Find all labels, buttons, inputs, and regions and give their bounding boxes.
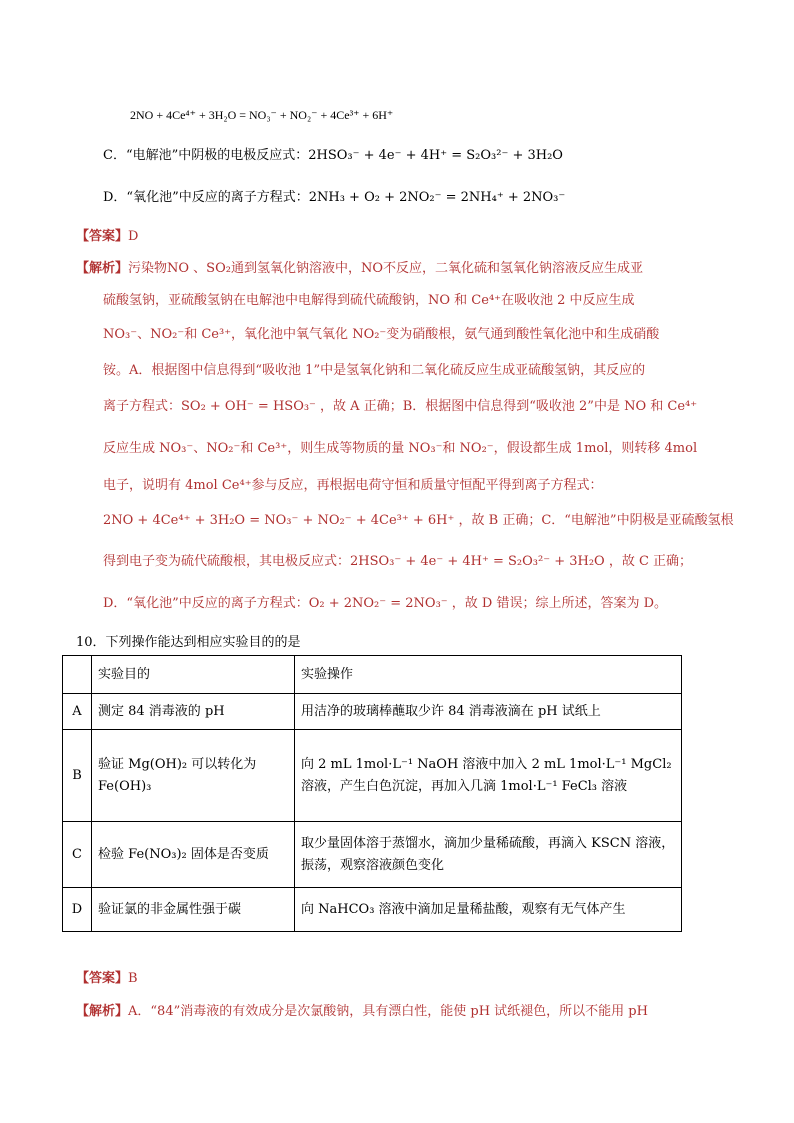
- option-d: D．“氧化池”中反应的离子方程式：2NH₃ + O₂ + 2NO₂⁻ = 2NH₄⁺ + 2NO₃⁻: [103, 190, 566, 205]
- answer-1: [76, 228, 138, 246]
- row-operation: 向 NaHCO₃ 溶液中滴加足量稀盐酸，观察有无气体产生: [295, 888, 682, 932]
- analysis-1-line-1: 硫酸氢钠，亚硫酸氢钠在电解池中电解得到硫代硫酸钠，NO 和 Ce⁴⁺在吸收池 2 中反应生成: [103, 293, 635, 308]
- table-row: [63, 822, 682, 888]
- row-key: C: [63, 822, 92, 888]
- analysis-1-line-8: 得到电子变为硫代硫酸根，其电极反应式：2HSO₃⁻ + 4e⁻ + 4H⁺ = S₂O₃²⁻ + 3H₂O ，故 C 正确；: [103, 554, 693, 569]
- analysis-1-line-3: 铵。A．根据图中信息得到“吸收池 1”中是氢氧化钠和二氧化硫反应生成亚硫酸氢钠，其反应的: [103, 363, 646, 378]
- answer-label: 【答案】: [76, 971, 129, 986]
- question-10-stem: 10．下列操作能达到相应实验目的的是: [76, 635, 301, 650]
- option-c: C．“电解池”中阴极的电极反应式：2HSO₃⁻ + 4e⁻ + 4H⁺ = S₂O₃²⁻ + 3H₂O: [103, 148, 563, 163]
- analysis-1-line-2: NO₃⁻、NO₂⁻和 Ce³⁺，氧化池中氧气氧化 NO₂⁻变为硝酸根，氨气通到酸性氧化池中和生成硝酸: [103, 327, 660, 342]
- row-purpose: 测定 84 消毒液的 pH: [92, 694, 295, 730]
- analysis-label: 【解析】: [76, 261, 129, 276]
- row-key: A: [63, 694, 92, 730]
- table-row: [63, 730, 682, 822]
- table-header-purpose: 实验目的: [92, 656, 295, 694]
- analysis-1-line-4: 离子方程式：SO₂ + OH⁻ = HSO₃⁻ ，故 A 正确；B．根据图中信息得到“吸收池 2”中是 NO 和 Ce⁴⁺: [103, 399, 698, 414]
- row-purpose: 检验 Fe(NO₃)₂ 固体是否变质: [92, 822, 295, 888]
- row-operation: 用洁净的玻璃棒蘸取少许 84 消毒液滴在 pH 试纸上: [295, 694, 682, 730]
- analysis-1-line-6: 电子，说明有 4mol Ce⁴⁺参与反应，再根据电荷守恒和质量守恒配平得到离子方程式：: [103, 478, 603, 493]
- row-operation: 向 2 mL 1mol·L⁻¹ NaOH 溶液中加入 2 mL 1mol·L⁻¹ MgCl₂ 溶液，产生白色沉淀，再加入几滴 1mol·L⁻¹ FeCl₃ 溶液: [295, 730, 682, 822]
- analysis-1-line-7: 2NO + 4Ce⁴⁺ + 3H₂O = NO₃⁻ + NO₂⁻ + 4Ce³⁺ + 6H⁺ ，故 B 正确；C．“电解池”中阴极是亚硫酸氢根: [103, 513, 734, 528]
- answer-label: 【答案】: [76, 229, 129, 244]
- table-row: [63, 888, 682, 932]
- analysis-1-line-9: D．“氧化池”中反应的离子方程式：O₂ + 2NO₂⁻ = 2NO₃⁻ ，故 D 错误；综上所述，答案为 D。: [103, 596, 668, 611]
- table-header-row: [63, 656, 682, 694]
- experiment-table: [62, 655, 682, 932]
- table-header-key: [63, 656, 92, 694]
- table-header-operation: 实验操作: [295, 656, 682, 694]
- answer-value: D: [128, 229, 139, 244]
- equation-line: 2NO + 4Ce⁴⁺ + 3H₂O = NO₃⁻ + NO₂⁻ + 4Ce³⁺ + 6H⁺: [130, 108, 394, 122]
- row-purpose: 验证 Mg(OH)₂ 可以转化为 Fe(OH)₃: [92, 730, 295, 822]
- analysis-label: 【解析】: [76, 1004, 129, 1019]
- row-operation: 取少量固体溶于蒸馏水，滴加少量稀硫酸，再滴入 KSCN 溶液，振荡，观察溶液颜色变化: [295, 822, 682, 888]
- row-key: D: [63, 888, 92, 932]
- analysis-1-line-0: 【解析】污染物NO 、SO₂通到氢氧化钠溶液中，NO不反应，二氧化硫和氢氧化钠溶液反应生成亚: [76, 261, 643, 276]
- answer-2: [76, 970, 138, 988]
- analysis-1-line-5: 反应生成 NO₃⁻、NO₂⁻和 Ce³⁺，则生成等物质的量 NO₃⁻和 NO₂⁻，假设都生成 1mol，则转移 4mol: [103, 441, 698, 456]
- row-purpose: 验证氯的非金属性强于碳: [92, 888, 295, 932]
- table-row: [63, 694, 682, 730]
- row-key: B: [63, 730, 92, 822]
- analysis-2-line-0: 【解析】A．“84”消毒液的有效成分是次氯酸钠，具有漂白性，能使 pH 试纸褪色，所以不能用 pH: [76, 1004, 648, 1019]
- answer-value: B: [128, 971, 138, 986]
